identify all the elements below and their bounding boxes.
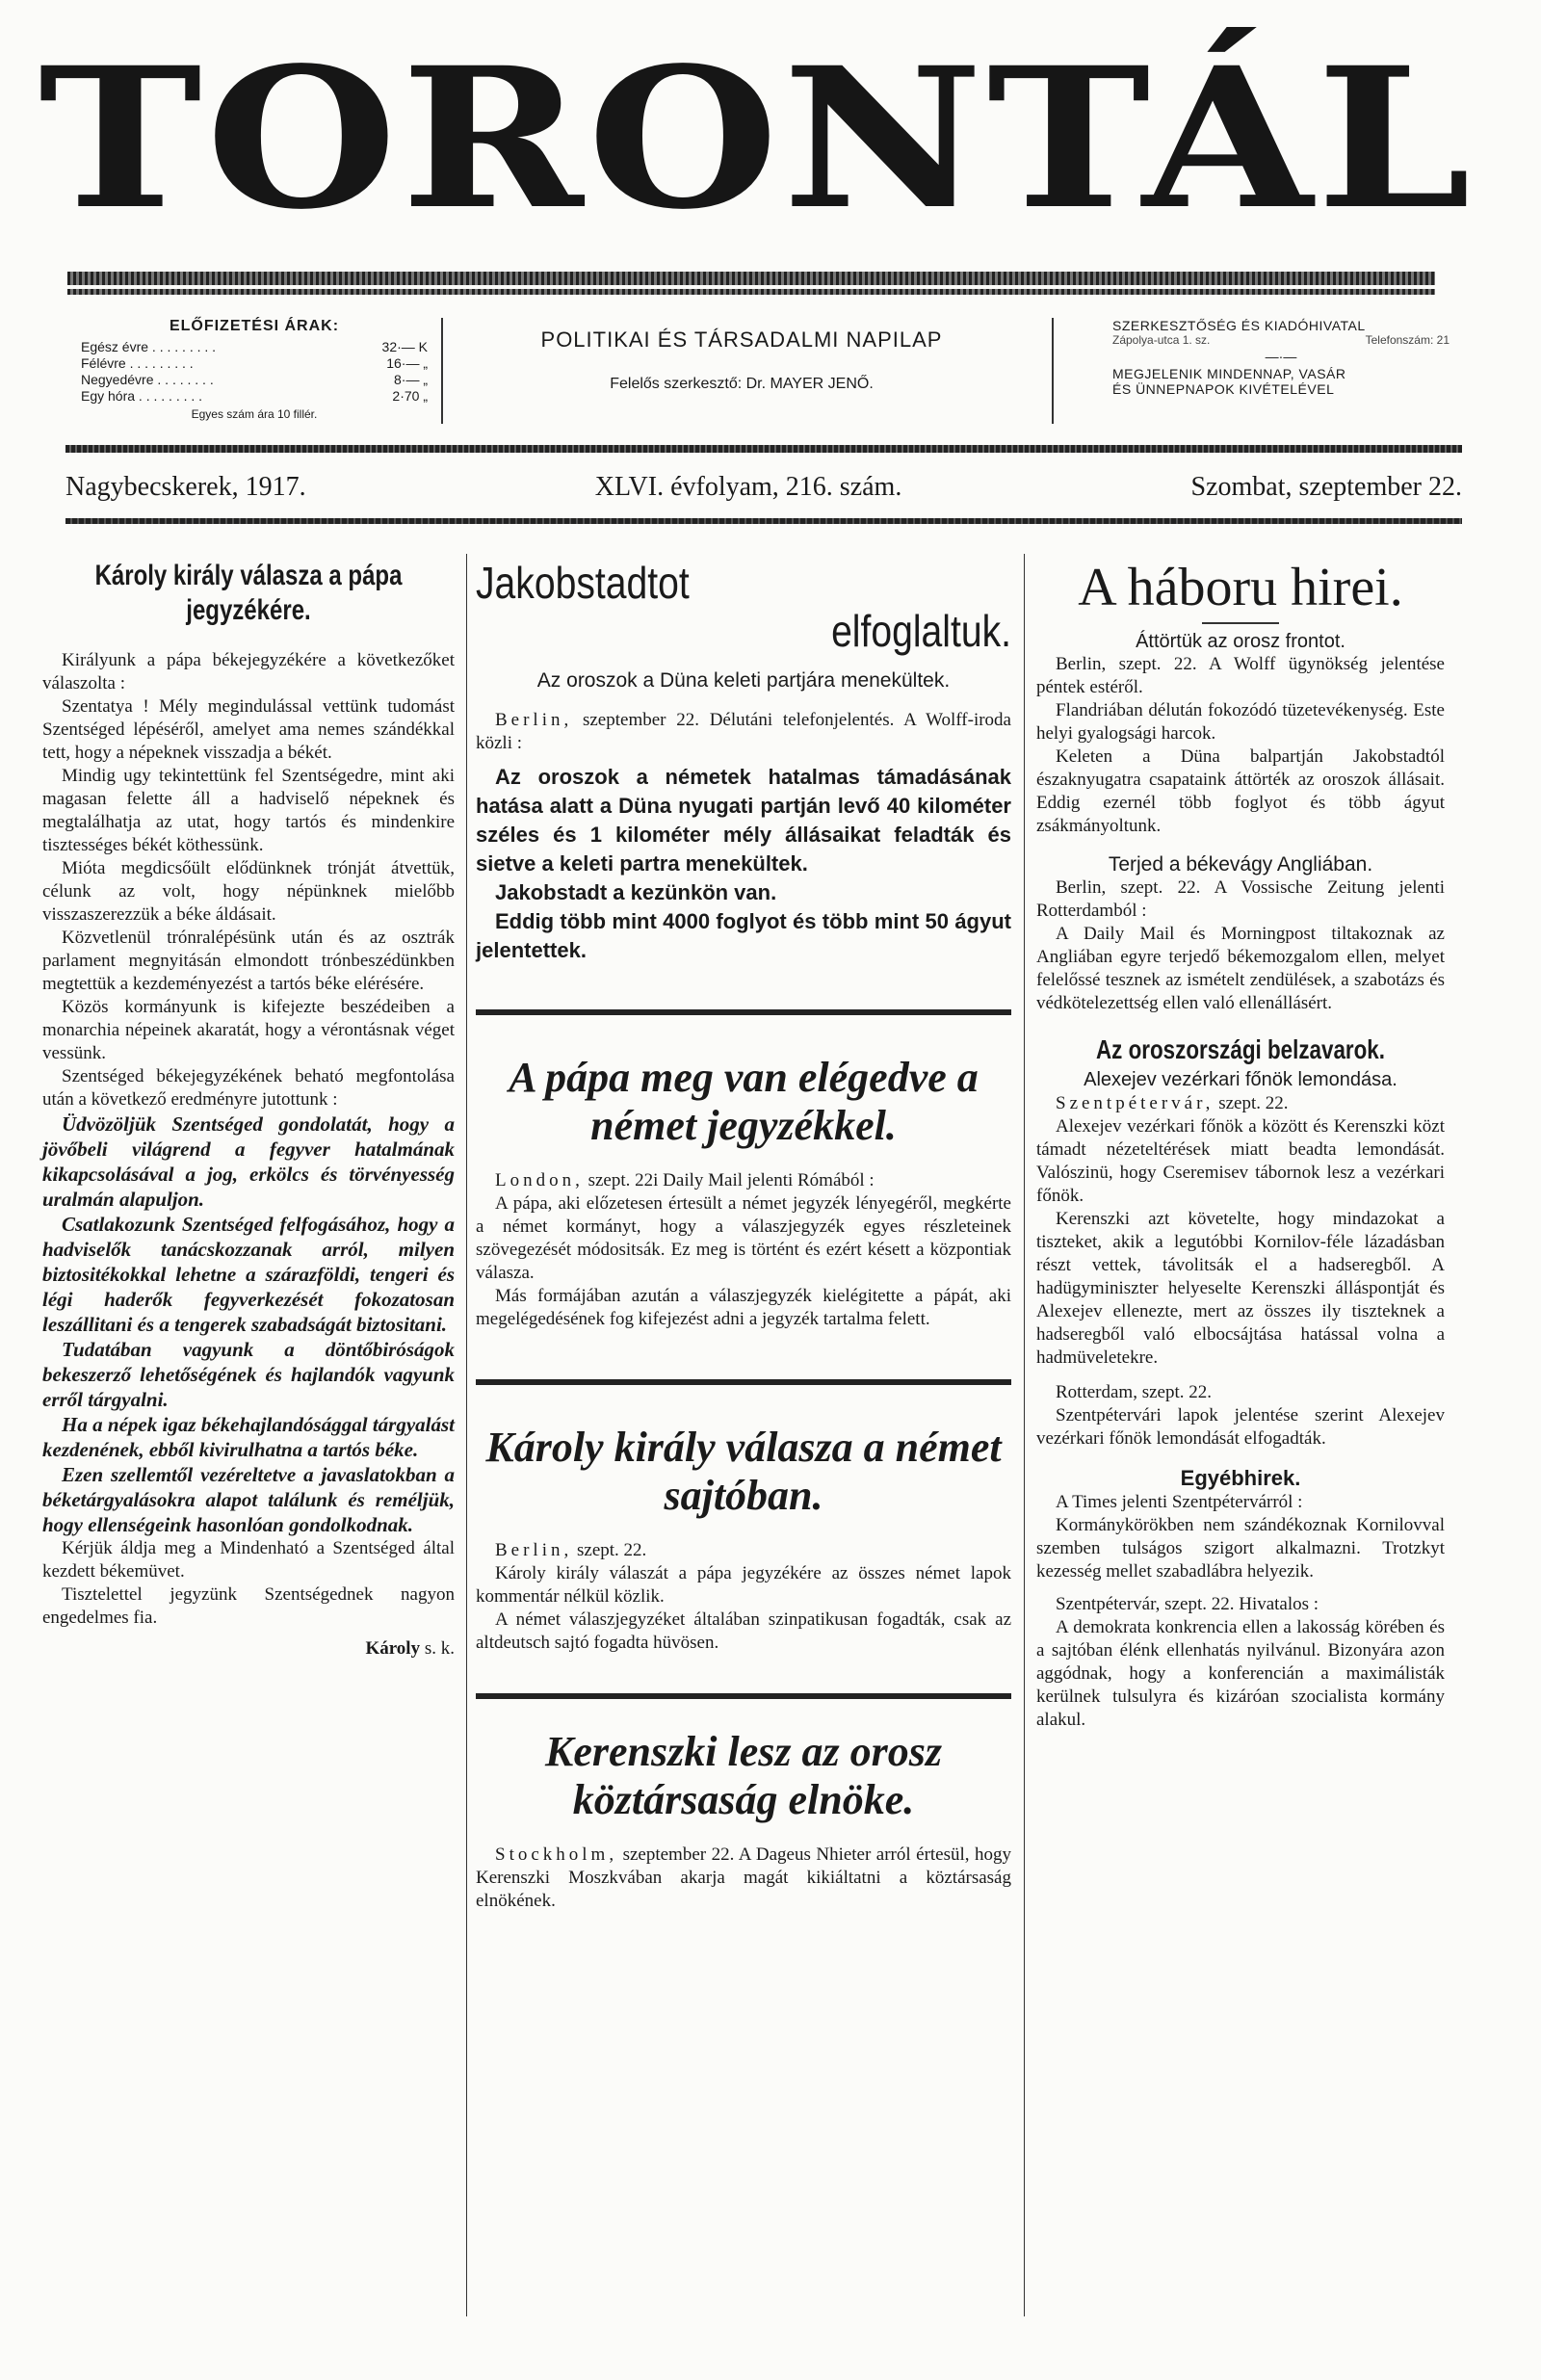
- article-paragraph: A Daily Mail és Morningpost tiltakoznak az Angliában egyre terjedő békemozgalom ellen, melyet felelőssé tesznek az ismételt zendülések, a szabotázs és védkötelezettség ellen való ellenállásért.: [1036, 924, 1445, 1013]
- office-dash: —·—: [1265, 349, 1297, 364]
- article-rule: [476, 1009, 1011, 1015]
- article-paragraph: Tisztelettel jegyzünk Szentségednek nagyon engedelmes fia.: [42, 1584, 455, 1628]
- article-headline: Károly király válasza a pápa jegyzékére.: [94, 560, 403, 626]
- article-paragraph: A Times jelenti Szentpétervárról :: [1056, 1492, 1303, 1512]
- article-paragraph: Kormánykörökben nem szándékoznak Kornilovval szemben tulságos szigort alkalmazni. Trotzkyt kezesség mellet szabadlábra helyezik.: [1036, 1515, 1445, 1582]
- article-title: Egyébhirek.: [1180, 1466, 1301, 1490]
- signature: Károly s. k.: [365, 1638, 455, 1659]
- emphasis-paragraph: Ha a népek igaz békehajlandósággal tárgyalást kezdenének, ebből kivirulhatna a tartós béke.: [42, 1413, 455, 1461]
- article-paragraph: Kérjük áldja meg a Mindenható a Szentséged által kezdett békemüvet.: [42, 1538, 455, 1582]
- column-2: [476, 559, 1011, 1913]
- office-phone: Telefonszám: 21: [1365, 333, 1450, 347]
- office-address: Zápolya-utca 1. sz.: [1112, 333, 1211, 347]
- dateline-issue: XLVI. évfolyam, 216. szám.: [594, 472, 902, 502]
- article-rule: [476, 1693, 1011, 1699]
- emphasis-paragraph: Tudatában vagyunk a döntőbiróságok bekeszerző lehetőségének és hajlandók vagyunk erről tárgyalni.: [42, 1338, 455, 1411]
- article-paragraph: Keleten a Düna balpartján Jakobstadtól északnyugatra csapataink áttörték az oroszok állásait. Eddig ezernél több foglyot és több ágyut zsákmányoltunk.: [1036, 746, 1445, 836]
- article-subheadline: Alexejev vezérkari főnök lemondása.: [1084, 1069, 1397, 1090]
- article-paragraph: Szentatya ! Mély megindulással vettünk tudomást Szentséged lépéséről, amelyet ama nemes szándékkal tett, hogy a népeknek visszadja a békét.: [42, 696, 455, 763]
- article-paragraph: Berlin, szept. 22.: [495, 1540, 647, 1560]
- article-paragraph: Szentpétervár, szept. 22. Hivatalos :: [1056, 1594, 1319, 1614]
- article-paragraph: Berlin, szept. 22. A Vossische Zeitung jelenti Rotterdamból :: [1036, 877, 1445, 921]
- article-paragraph: Mindig ugy tekintettünk fel Szentségedre, mint aki magasan felette áll a hadviselő népeknek és megtalálhatja az utat, hogy tartós és mindenkire tisztességes békét köthessünk.: [42, 766, 455, 855]
- article-paragraph: Rotterdam, szept. 22.: [1056, 1382, 1212, 1402]
- column-divider: [1024, 554, 1025, 2316]
- article-paragraph: Királyunk a pápa békejegyzékére a következőket válaszolta :: [42, 650, 455, 693]
- article-paragraph: Közös kormányunk is kifejezte beszédeiben a monarchia népeinek akaratát, hogy a vérontásnak véget vessünk.: [42, 997, 455, 1063]
- article-paragraph: Szentpétervár, szept. 22.: [1056, 1093, 1289, 1113]
- masthead: [39, 24, 1476, 277]
- article-paragraph: Károly király válaszát a pápa jegyzékére az összes német lapok kommentár nélkül közlik.: [476, 1563, 1011, 1607]
- article-headline: A pápa meg van elégedve a német jegyzékkel.: [509, 1054, 979, 1149]
- dateline-date: Szombat, szeptember 22.: [1190, 472, 1462, 502]
- article-paragraph: Berlin, szept. 22. A Wolff ügynökség jelentése péntek estéről.: [1036, 654, 1445, 697]
- article-paragraph: London, szept. 22i Daily Mail jelenti Rómából :: [495, 1170, 875, 1190]
- tagline: POLITIKAI ÉS TÁRSADALMI NAPILAP: [540, 327, 943, 352]
- masthead-rule-thin: [67, 289, 1435, 295]
- short-rule: [1202, 622, 1279, 624]
- header-divider: [441, 318, 443, 424]
- article-paragraph: Szentséged békejegyzékének beható megfontolása után a következő eredményre jutottunk :: [42, 1066, 455, 1110]
- article-bold-paragraph: Eddig több mint 4000 foglyot és több mint 50 ágyut jelentettek.: [476, 909, 1011, 962]
- article-title: Az oroszországi belzavarok.: [1095, 1034, 1385, 1064]
- article-rule: [476, 1379, 1011, 1385]
- article-paragraph: Berlin, szeptember 22. Délutáni telefonjelentés. A Wolff-iroda közli :: [476, 710, 1011, 753]
- subscription-heading: ELŐFIZETÉSI ÁRAK:: [169, 318, 340, 334]
- article-paragraph: A német válaszjegyzéket általában szinpatikusan fogadták, csak az altdeutsch sajtó fogadta hüvösen.: [476, 1609, 1011, 1653]
- column-divider: [466, 554, 467, 2316]
- dateline-place: Nagybecskerek, 1917.: [65, 472, 306, 502]
- article-bold-paragraph: Jakobstadt a kezünkön van.: [495, 880, 777, 904]
- office-heading: SZERKESZTŐSÉG ÉS KIADÓHIVATAL: [1112, 318, 1366, 333]
- article-paragraph: Stockholm, szeptember 22. A Dageus Nhieter arról értesül, hogy Kerenszki Moszkvában akarja magát kikiáltatni a köztársaság elnökének.: [476, 1844, 1012, 1911]
- price-row: Egy hóra . . . . . . . . . 2·70 „: [81, 388, 428, 404]
- article-paragraph: Alexejev vezérkari főnök a között és Kerenszki közt támadt nézeteltérések miatt beadta lemondását. Valószinü, hogy Cseremisev tábornok lesz a vezérkari főnök.: [1036, 1116, 1445, 1206]
- article-bold-paragraph: Az oroszok a németek hatalmas támadásának hatása alatt a Düna nyugati partján levő 40 kilométer széles és 1 kilométer mély állásaikat feladták és sietve a keleti partra menekültek.: [476, 765, 1011, 876]
- column-3: [1036, 559, 1445, 1732]
- editor-line: Felelős szerkesztő: Dr. MAYER JENŐ.: [610, 376, 874, 392]
- price-row: Negyedévre . . . . . . . . 8·— „: [81, 372, 428, 387]
- article-headline: elfoglaltuk.: [831, 606, 1011, 656]
- newspaper-title: TORONTÁL: [39, 24, 1476, 252]
- header-center: [453, 327, 1031, 393]
- article-title: Áttörtük az orosz frontot.: [1136, 631, 1345, 652]
- header-divider: [1052, 318, 1054, 424]
- article-title: Terjed a békevágy Angliában.: [1108, 853, 1373, 876]
- article-paragraph: Kerenszki azt követelte, hogy mindazokat a tiszteket, akik a legutóbbi Kornilov-féle lázadásban részt vettek, távolitsák el a hadseregből. A hadügyminiszter helyeselte Kerenszki álláspontját és Alexejev ellenezte, mert az összes ily tiszteknek a hadseregből való elbocsájtása hatással volna a hadmüveletekre.: [1036, 1209, 1445, 1368]
- section-headline: A háboru hirei.: [1078, 558, 1403, 617]
- dateline-rule: [65, 518, 1462, 524]
- article-paragraph: Más formájában azután a válaszjegyzék kielégitette a pápát, aki megelégedésének fog kifejezést adni a jegyzék tartalma felett.: [476, 1286, 1011, 1329]
- article-paragraph: Mióta megdicsőült elődünknek trónját átvettük, célunk az volt, hogy népünknek mielőbb visszaszerezzük a béke áldásait.: [42, 858, 455, 925]
- article-paragraph: A demokrata konkrencia ellen a lakosság körében és a sajtóban élénk ellenhatás nyilvánul. Bizonyára azon aggódnak, hogy a konferencián a maximálisták kerülnek tulsulyra és kizáróan szocialista kormány alakul.: [1036, 1617, 1445, 1730]
- office-info: [1112, 318, 1450, 397]
- masthead-rule: [67, 272, 1435, 285]
- price-row: Félévre . . . . . . . . . 16·— „: [81, 355, 428, 371]
- article-paragraph: Közvetlenül trónralépésünk után és az osztrák parlament megnyitásán elmondott trónbeszédünkben megtettük a kezdeményezést a tartós béke elérésére.: [42, 928, 455, 994]
- subscription-prices: [81, 318, 428, 421]
- emphasis-paragraph: Ezen szellemtől vezéreltetve a javaslatokban a béketárgyalásokra alapot találunk és reméljük, hogy ellenségeink hasonlóan gondolkodnak.: [42, 1463, 455, 1536]
- article-paragraph: A pápa, aki előzetesen értesült a német jegyzék lényegéről, megkérte a német kormányt, hogy a válaszjegyzék egyes részleteinek szövegezését módositsák. Ez meg is történt és ezért késett a központiak válasza.: [476, 1193, 1011, 1283]
- article-paragraph: Szentpétervári lapok jelentése szerint Alexejev vezérkari főnök lemondását elfogadták.: [1036, 1405, 1445, 1449]
- emphasis-paragraph: Üdvözöljük Szentséged gondolatát, hogy a jövőbeli világrend a fegyver hatalmának kikapcsolásával a jog, erkölcs és törvényesség uralmán alapuljon.: [42, 1112, 455, 1211]
- article-headline: Károly király válasza a német sajtóban.: [485, 1424, 1002, 1519]
- dateline: [65, 472, 1462, 503]
- article-headline: Kerenszki lesz az orosz köztársaság elnöke.: [545, 1728, 942, 1823]
- article-paragraph: Flandriában délután fokozódó tüzetevékenység. Este helyi gyalogsági harcok.: [1036, 700, 1445, 744]
- emphasis-paragraph: Csatlakozunk Szentséged felfogásához, hogy a hadviselők tanácskozzanak arról, milyen biztositékokkal lehetne a szárazföldi, tengeri és légi haderők fegyverkezését fokozatosan leszállitani és a tengerek szabadságát biztositani.: [42, 1213, 455, 1336]
- header-rule: [65, 445, 1462, 453]
- article-headline: Jakobstadtot: [476, 558, 690, 608]
- publication-note: MEGJELENIK MINDENNAP, VASÁR: [1112, 366, 1346, 381]
- article-subheadline: Az oroszok a Düna keleti partjára menekültek.: [536, 669, 951, 692]
- price-row: Egész évre . . . . . . . . . 32·— K: [81, 339, 428, 354]
- column-1: [42, 559, 455, 1661]
- single-copy-price: Egyes szám ára 10 fillér.: [191, 407, 318, 421]
- publication-note: ÉS ÜNNEPNAPOK KIVÉTELÉVEL: [1112, 381, 1335, 397]
